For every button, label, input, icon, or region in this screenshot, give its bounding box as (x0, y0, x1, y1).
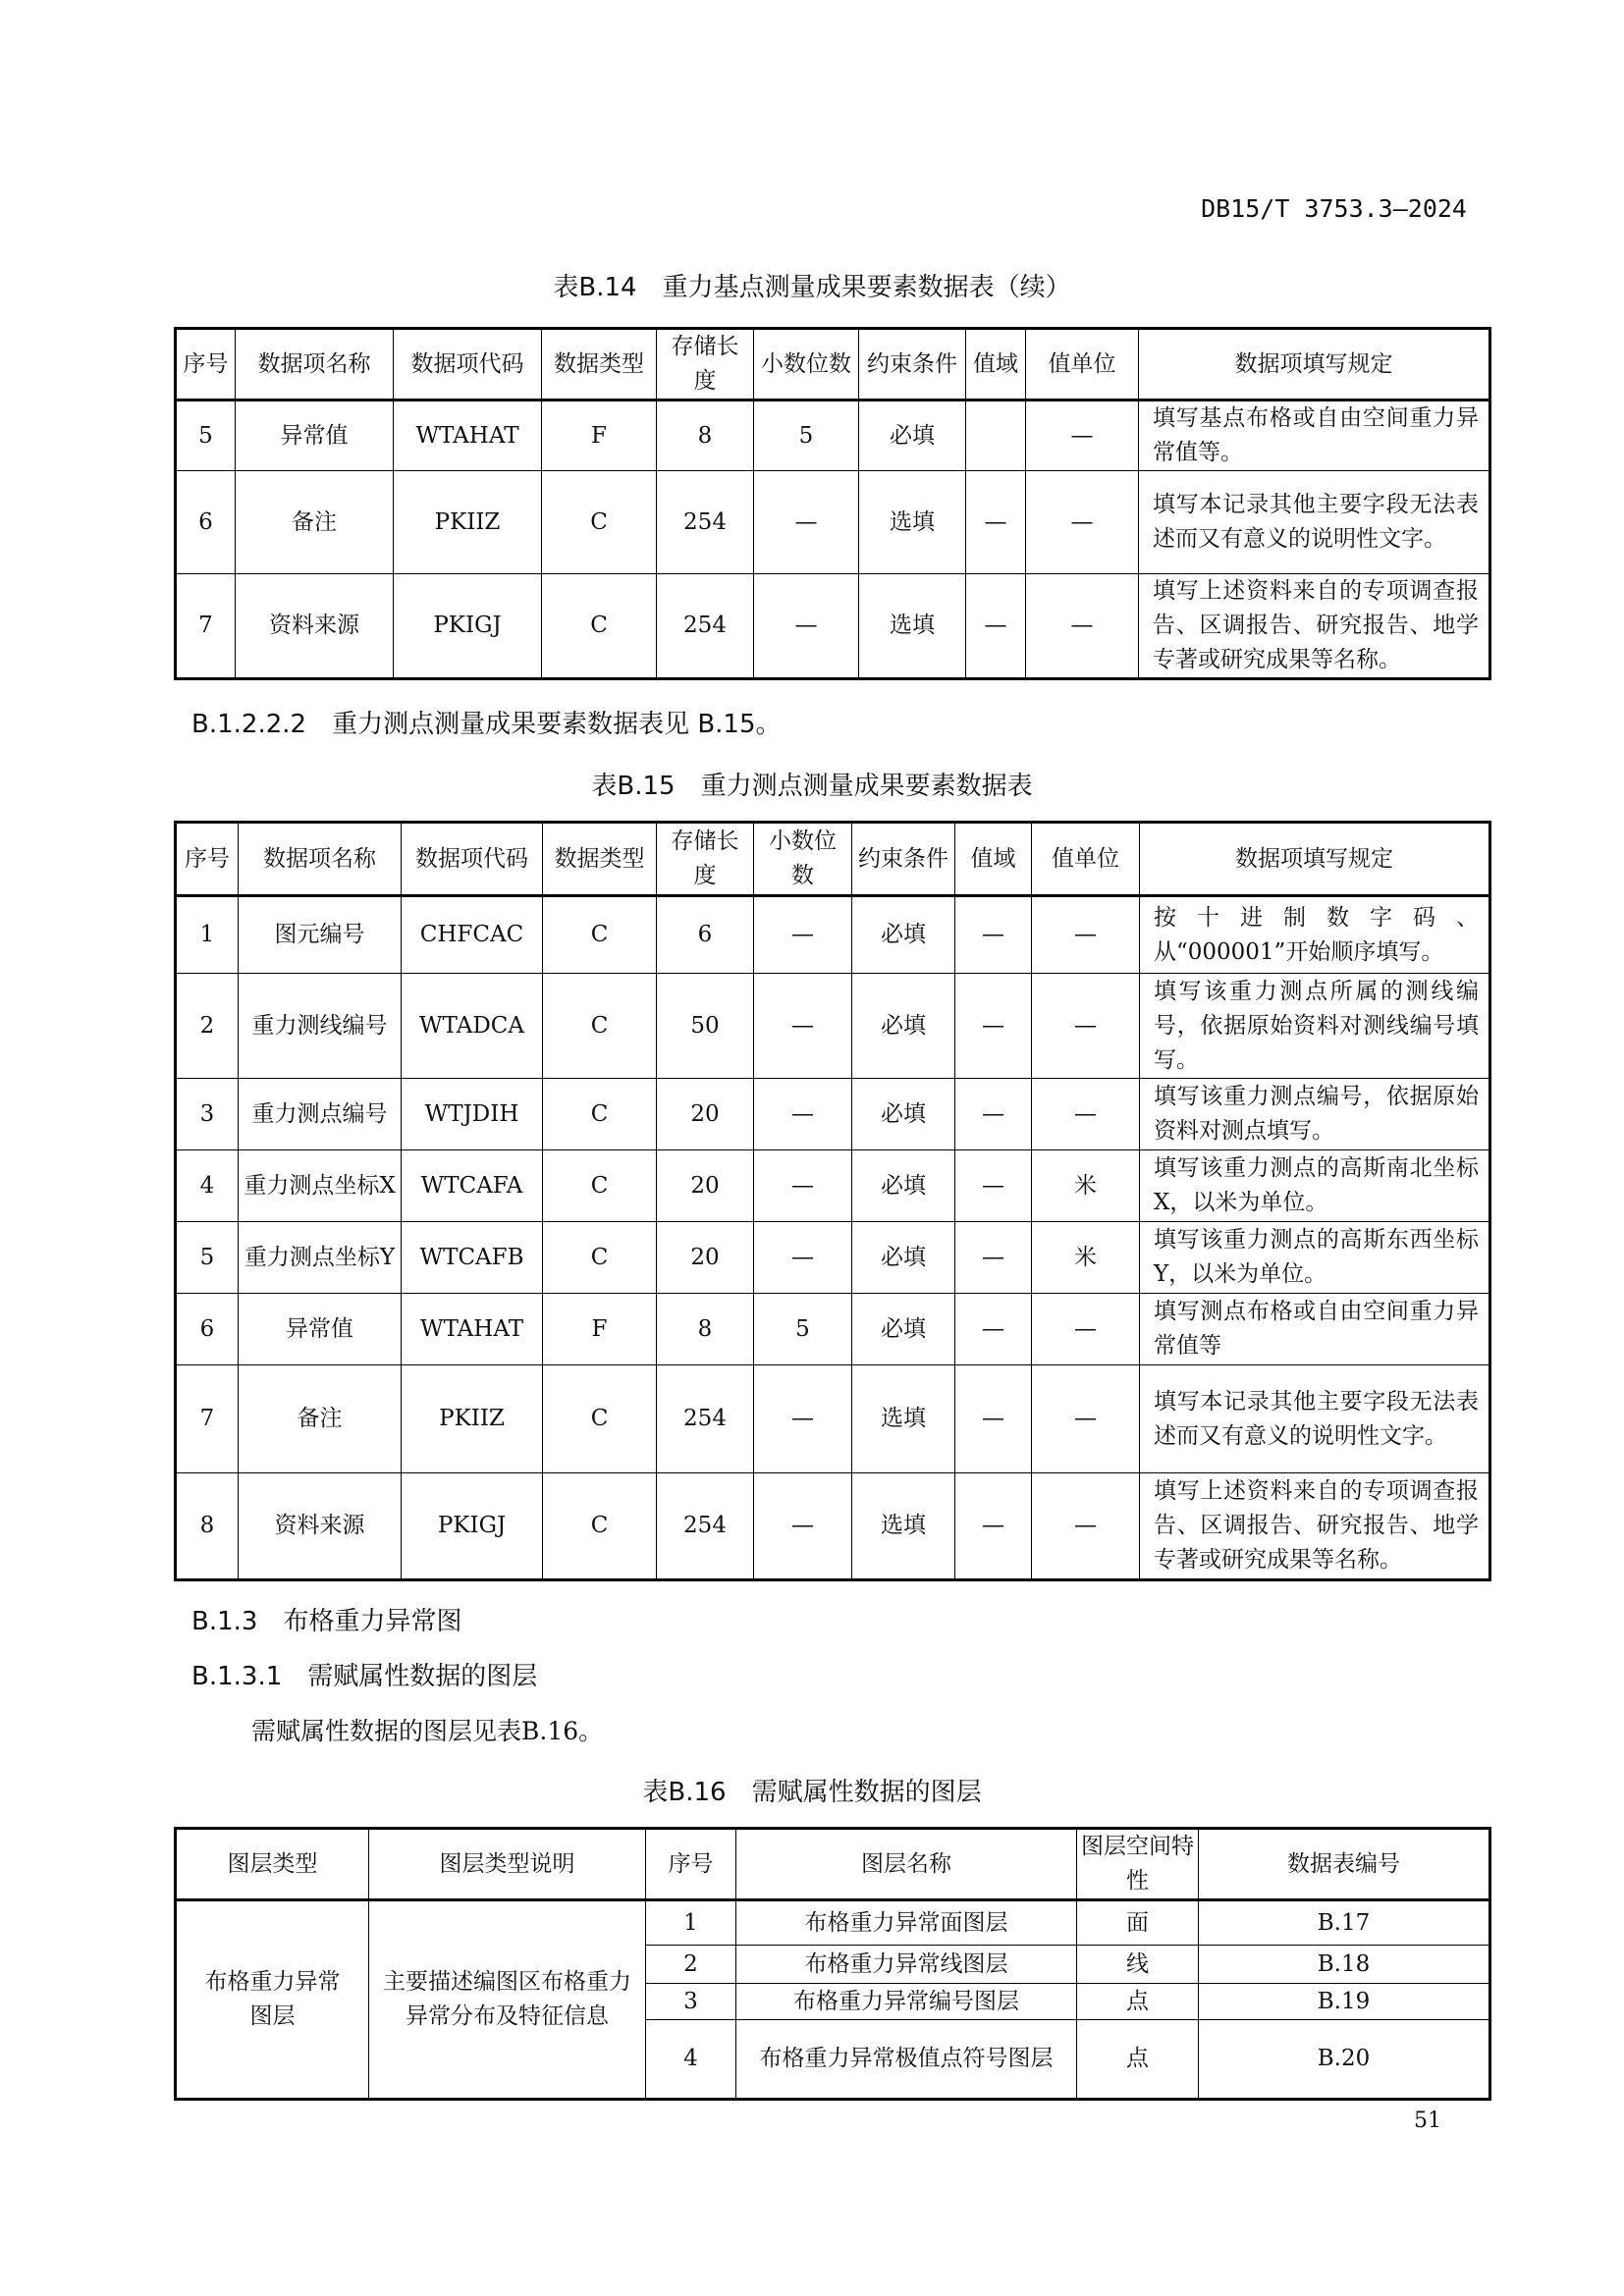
table-cell: C (543, 1150, 657, 1222)
table-cell: 备注 (236, 471, 394, 574)
table-cell: 资料来源 (239, 1473, 402, 1580)
column-header: 数据类型 (543, 823, 657, 896)
table-cell: B.17 (1199, 1900, 1490, 1946)
table-cell: 必填 (852, 896, 955, 974)
table-b14-title: 表B.14 重力基点测量成果要素数据表（续） (553, 273, 1071, 302)
table-cell: 2 (176, 974, 239, 1079)
table-cell: 6 (176, 471, 236, 574)
table-b15-title: 表B.15 重力测点测量成果要素数据表 (591, 772, 1033, 801)
table-cell: 7 (176, 1365, 239, 1473)
table-cell: — (1026, 471, 1139, 574)
table-cell: — (754, 574, 859, 679)
cell-fill-rule: 填写本记录其他主要字段无法表述而又有意义的说明性文字。 (1139, 471, 1490, 574)
table-cell: 必填 (852, 1079, 955, 1150)
table-cell: 面 (1077, 1900, 1199, 1946)
table-cell: — (966, 471, 1026, 574)
table-cell: — (754, 1365, 852, 1473)
table-cell: C (543, 974, 657, 1079)
cell-fill-rule: 填写本记录其他主要字段无法表述而又有意义的说明性文字。 (1140, 1365, 1490, 1473)
column-header: 数据项代码 (394, 329, 542, 400)
table-cell: 5 (754, 1294, 852, 1365)
table-cell: — (754, 974, 852, 1079)
table-cell: 2 (646, 1946, 736, 1984)
table-row (176, 1222, 1490, 1294)
table-cell: PKIGJ (402, 1473, 543, 1580)
table-cell: — (1032, 1294, 1140, 1365)
table-cell: — (754, 1079, 852, 1150)
table-row (176, 1900, 1490, 1946)
table-cell: 5 (176, 1222, 239, 1294)
column-header: 值单位 (1032, 823, 1140, 896)
page-number: 51 (1414, 2109, 1441, 2133)
cell-fill-rule: 填写该重力测点所属的测线编号，依据原始资料对测线编号填写。 (1140, 974, 1490, 1079)
table-cell: 254 (657, 1473, 754, 1580)
table-b14 (174, 327, 1491, 680)
cell-fill-rule: 填写该重力测点的高斯东西坐标Y，以米为单位。 (1140, 1222, 1490, 1294)
table-cell: 点 (1077, 2020, 1199, 2100)
table-cell: 7 (176, 574, 236, 679)
column-header: 序号 (176, 329, 236, 400)
table-cell: 重力测线编号 (239, 974, 402, 1079)
table-cell: C (543, 896, 657, 974)
table-cell: PKIIZ (394, 471, 542, 574)
table-cell: 异常值 (239, 1294, 402, 1365)
table-cell: 重力测点坐标X (239, 1150, 402, 1222)
cell-fill-rule: 按十进制数字码、从“000001”开始顺序填写。 (1140, 896, 1490, 974)
table-row (176, 896, 1490, 974)
column-header: 存储长度 (657, 329, 754, 400)
cell-fill-rule: 填写测点布格或自由空间重力异常值等 (1140, 1294, 1490, 1365)
column-header: 图层类型说明 (369, 1829, 646, 1900)
table-cell: 6 (657, 896, 754, 974)
table-cell: — (955, 1150, 1032, 1222)
table-cell: — (1026, 574, 1139, 679)
table-cell: C (543, 1079, 657, 1150)
table-cell: 254 (657, 574, 754, 679)
table-cell: — (955, 1222, 1032, 1294)
table-row (176, 574, 1490, 679)
table-cell: — (955, 1365, 1032, 1473)
table-cell: WTAHAT (402, 1294, 543, 1365)
column-header: 数据类型 (542, 329, 657, 400)
paragraph-b1-3-1: 需赋属性数据的图层见表B.16。 (251, 1717, 604, 1745)
table-cell: 选填 (852, 1473, 955, 1580)
table-cell: 异常值 (236, 400, 394, 471)
table-cell: 20 (657, 1150, 754, 1222)
table-cell: 布格重力异常面图层 (736, 1900, 1077, 1946)
column-header: 图层名称 (736, 1829, 1077, 1900)
column-header: 约束条件 (859, 329, 966, 400)
table-cell: 选填 (859, 574, 966, 679)
table-cell: 布格重力异常编号图层 (736, 1984, 1077, 2020)
table-cell: — (1026, 400, 1139, 471)
table-cell: C (543, 1365, 657, 1473)
table-cell: 布格重力异常线图层 (736, 1946, 1077, 1984)
table-cell: — (754, 896, 852, 974)
cell-fill-rule: 填写上述资料来自的专项调查报告、区调报告、研究报告、地学专著或研究成果等名称。 (1139, 574, 1490, 679)
table-cell: 8 (657, 1294, 754, 1365)
table-cell: — (955, 974, 1032, 1079)
table-cell: 8 (657, 400, 754, 471)
table-b16 (174, 1827, 1491, 2101)
section-b1-3: B.1.3 布格重力异常图 (191, 1607, 462, 1636)
table-row (176, 471, 1490, 574)
column-header: 序号 (176, 823, 239, 896)
table-cell: 254 (657, 1365, 754, 1473)
table-cell: 50 (657, 974, 754, 1079)
table-cell: 点 (1077, 1984, 1199, 2020)
table-cell: 6 (176, 1294, 239, 1365)
table-cell: C (542, 471, 657, 574)
table-cell: 米 (1032, 1150, 1140, 1222)
column-header: 值单位 (1026, 329, 1139, 400)
table-cell: 必填 (859, 400, 966, 471)
table-cell: 资料来源 (236, 574, 394, 679)
table-cell: — (955, 1079, 1032, 1150)
table-cell: WTCAFA (402, 1150, 543, 1222)
table-cell: — (955, 896, 1032, 974)
section-b1-2-2-2: B.1.2.2.2 重力测点测量成果要素数据表见 B.15。 (191, 710, 782, 739)
table-cell: 3 (176, 1079, 239, 1150)
table-cell: 选填 (852, 1365, 955, 1473)
table-cell: 4 (176, 1150, 239, 1222)
column-header: 值域 (955, 823, 1032, 896)
column-header: 数据项填写规定 (1140, 823, 1490, 896)
table-row (176, 1079, 1490, 1150)
table-b15 (174, 821, 1491, 1581)
table-cell (966, 400, 1026, 471)
table-cell: — (1032, 1365, 1140, 1473)
table-cell: 254 (657, 471, 754, 574)
table-cell: 线 (1077, 1946, 1199, 1984)
table-cell: — (1032, 1079, 1140, 1150)
table-cell: WTJDIH (402, 1079, 543, 1150)
table-cell: — (754, 1222, 852, 1294)
table-cell: — (1032, 896, 1140, 974)
column-header: 图层空间特性 (1077, 1829, 1199, 1900)
table-cell: 重力测点编号 (239, 1079, 402, 1150)
cell-fill-rule: 填写上述资料来自的专项调查报告、区调报告、研究报告、地学专著或研究成果等名称。 (1140, 1473, 1490, 1580)
table-b16-title: 表B.16 需赋属性数据的图层 (642, 1778, 982, 1807)
table-cell: B.20 (1199, 2020, 1490, 2100)
table-cell: — (955, 1473, 1032, 1580)
table-cell: 5 (176, 400, 236, 471)
cell-fill-rule: 填写该重力测点编号，依据原始资料对测点填写。 (1140, 1079, 1490, 1150)
document-code: DB15/T 3753.3—2024 (1201, 194, 1467, 223)
table-header-row (176, 329, 1490, 400)
table-cell: 1 (646, 1900, 736, 1946)
table-cell: — (966, 574, 1026, 679)
table-row (176, 1473, 1490, 1580)
table-cell: 20 (657, 1222, 754, 1294)
column-header: 图层类型 (176, 1829, 369, 1900)
column-header: 数据项填写规定 (1139, 329, 1490, 400)
table-cell: PKIGJ (394, 574, 542, 679)
table-cell: F (542, 400, 657, 471)
table-row (176, 1294, 1490, 1365)
table-cell: C (543, 1222, 657, 1294)
table-cell: — (754, 1150, 852, 1222)
table-cell: 4 (646, 2020, 736, 2100)
cell-fill-rule: 填写该重力测点的高斯南北坐标X，以米为单位。 (1140, 1150, 1490, 1222)
table-cell: 必填 (852, 1294, 955, 1365)
table-cell: 选填 (859, 471, 966, 574)
table-cell: 重力测点坐标Y (239, 1222, 402, 1294)
table-cell: B.19 (1199, 1984, 1490, 2020)
table-cell: 图元编号 (239, 896, 402, 974)
table-cell: 20 (657, 1079, 754, 1150)
table-cell: 必填 (852, 974, 955, 1079)
table-cell: C (543, 1473, 657, 1580)
table-cell: PKIIZ (402, 1365, 543, 1473)
table-cell: C (542, 574, 657, 679)
layer-type-cell: 布格重力异常图层 (176, 1900, 369, 2100)
table-cell: — (1032, 974, 1140, 1079)
table-cell: 1 (176, 896, 239, 974)
table-cell: WTADCA (402, 974, 543, 1079)
column-header: 数据项代码 (402, 823, 543, 896)
table-header-row (176, 1829, 1490, 1900)
table-cell: — (754, 471, 859, 574)
column-header: 数据项名称 (239, 823, 402, 896)
table-row (176, 400, 1490, 471)
section-b1-3-1: B.1.3.1 需赋属性数据的图层 (191, 1662, 538, 1691)
table-cell: — (955, 1294, 1032, 1365)
table-row (176, 974, 1490, 1079)
table-cell: 备注 (239, 1365, 402, 1473)
column-header: 存储长度 (657, 823, 754, 896)
table-cell: 5 (754, 400, 859, 471)
table-header-row (176, 823, 1490, 896)
table-cell: — (1032, 1473, 1140, 1580)
column-header: 数据表编号 (1199, 1829, 1490, 1900)
column-header: 值域 (966, 329, 1026, 400)
table-cell: WTAHAT (394, 400, 542, 471)
table-cell: 必填 (852, 1150, 955, 1222)
table-cell: WTCAFB (402, 1222, 543, 1294)
column-header: 小数位数 (754, 329, 859, 400)
table-cell: 布格重力异常极值点符号图层 (736, 2020, 1077, 2100)
column-header: 数据项名称 (236, 329, 394, 400)
table-cell: F (543, 1294, 657, 1365)
table-cell: — (754, 1473, 852, 1580)
column-header: 小数位数 (754, 823, 852, 896)
table-cell: 必填 (852, 1222, 955, 1294)
table-cell: 3 (646, 1984, 736, 2020)
table-cell: 8 (176, 1473, 239, 1580)
table-cell: CHFCAC (402, 896, 543, 974)
table-cell: B.18 (1199, 1946, 1490, 1984)
layer-type-description: 主要描述编图区布格重力异常分布及特征信息 (369, 1900, 646, 2100)
column-header: 序号 (646, 1829, 736, 1900)
table-row (176, 1150, 1490, 1222)
table-row (176, 1365, 1490, 1473)
cell-fill-rule: 填写基点布格或自由空间重力异常值等。 (1139, 400, 1490, 471)
table-cell: 米 (1032, 1222, 1140, 1294)
column-header: 约束条件 (852, 823, 955, 896)
